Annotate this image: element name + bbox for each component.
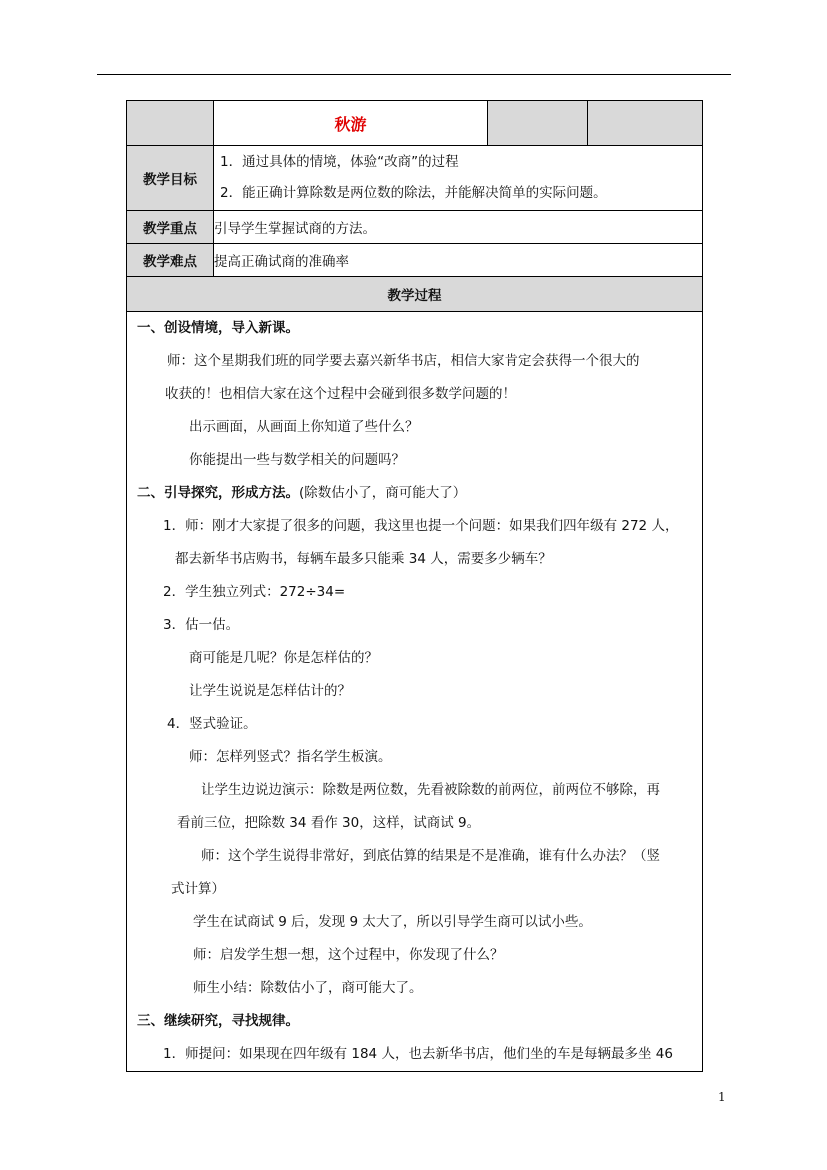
body-line: 都去新华书店购书，每辆车最多只能乘 34 人，需要多少辆车？: [175, 551, 552, 567]
body-line: 式计算）: [171, 881, 225, 897]
body-line: 1．师提问：如果现在四年级有 184 人，也去新华书店，他们坐的车是每辆最多坐 46: [163, 1046, 673, 1062]
goals-row: [127, 146, 703, 211]
header-rule: [97, 74, 731, 75]
lesson-title: 秋游: [214, 101, 488, 146]
title-row-cell-3: [488, 101, 588, 146]
body-line: 学生在试商试 9 后，发现 9 太大了，所以引导学生商可以试小些。: [193, 914, 592, 930]
body-line: 让学生说说是怎样估计的？: [189, 683, 351, 699]
section-title: 二、引导探究，形成方法。: [137, 485, 299, 501]
title-row-cell-4: [588, 101, 703, 146]
key-text: 引导学生掌握试商的方法。: [214, 211, 703, 244]
difficulty-row: [127, 244, 703, 277]
title-row-blank-cell: [127, 101, 214, 146]
body-line: 师：怎样列竖式？指名学生板演。: [189, 749, 392, 765]
process-body: [127, 312, 703, 1072]
key-label: 教学重点: [127, 211, 214, 244]
page-number: 1: [718, 1090, 726, 1104]
body-line: 商可能是几呢？你是怎样估的？: [189, 650, 378, 666]
process-label: 教学过程: [127, 277, 703, 312]
goal-item: 1．通过具体的情境，体验“改商”的过程: [220, 154, 459, 170]
process-body-row: [127, 312, 703, 1072]
body-line: 师：这个学生说得非常好，到底估算的结果是不是准确，谁有什么办法？（竖: [201, 848, 660, 864]
body-line: 4．竖式验证。: [167, 716, 257, 732]
body-line: 1．师：刚才大家提了很多的问题，我这里也提一个问题：如果我们四年级有 272 人，: [163, 518, 679, 534]
body-line: 师：这个星期我们班的同学要去嘉兴新华书店，相信大家肯定会获得一个很大的: [167, 353, 640, 369]
body-line: 让学生边说边演示：除数是两位数，先看被除数的前两位，前两位不够除，再: [201, 782, 660, 798]
body-line: 收获的！也相信大家在这个过程中会碰到很多数学问题的！: [165, 386, 516, 402]
body-line: 师生小结：除数估小了，商可能大了。: [193, 980, 423, 996]
body-line: 看前三位，把除数 34 看作 30，这样，试商试 9。: [177, 815, 481, 831]
body-line: 出示画面，从画面上你知道了些什么？: [189, 419, 419, 435]
section-heading: [127, 477, 702, 510]
section-heading: 一、创设情境，导入新课。: [137, 320, 299, 336]
difficulty-label: 教学难点: [127, 244, 214, 277]
difficulty-text: 提高正确试商的准确率: [214, 244, 703, 277]
goal-item: 2．能正确计算除数是两位数的除法，并能解决简单的实际问题。: [220, 185, 607, 201]
key-row: [127, 211, 703, 244]
body-line: 师：启发学生想一想，这个过程中，你发现了什么？: [193, 947, 504, 963]
process-header-row: [127, 277, 703, 312]
lesson-plan-table: [126, 100, 703, 1072]
body-line: 2．学生独立列式：272÷34=: [163, 584, 346, 600]
goals-label: 教学目标: [127, 146, 214, 211]
body-line: 3．估一估。: [163, 617, 240, 633]
body-line: 你能提出一些与数学相关的问题吗？: [189, 452, 405, 468]
section-note: (除数估小了，商可能大了）: [299, 485, 467, 501]
title-row: [127, 101, 703, 146]
goals-content: [214, 146, 703, 211]
section-heading: 三、继续研究，寻找规律。: [137, 1013, 299, 1029]
